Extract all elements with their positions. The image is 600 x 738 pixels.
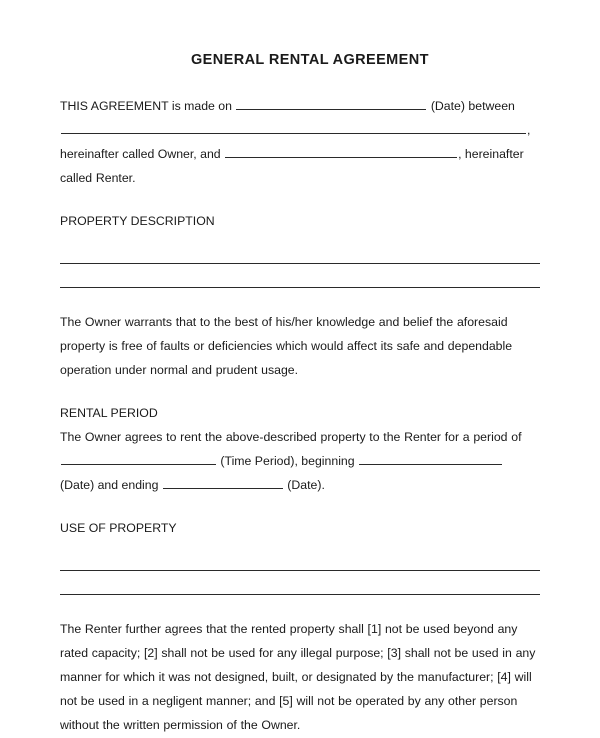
spacer bbox=[60, 234, 540, 244]
intro-block bbox=[60, 95, 540, 191]
rental-period-line-3-suffix: (Date). bbox=[287, 478, 325, 493]
spacer bbox=[60, 69, 540, 95]
section-heading-use-of-property: USE OF PROPERTY bbox=[60, 521, 177, 536]
intro-line-1-prefix: THIS AGREEMENT is made on bbox=[60, 99, 232, 114]
begin-date-blank[interactable] bbox=[359, 453, 502, 465]
owner-name-blank[interactable] bbox=[61, 122, 526, 134]
end-date-blank[interactable] bbox=[163, 477, 283, 489]
section-rental-period bbox=[60, 402, 540, 498]
warranty-paragraph: The Owner warrants that to the best of his/her knowledge and belief the aforesaid property is free of faults or deficiencies which would affect its safe and dependable operation under normal and prudent usage. bbox=[60, 315, 513, 378]
spacer bbox=[60, 599, 540, 618]
section-heading-property-description: PROPERTY DESCRIPTION bbox=[60, 214, 215, 229]
section-use-of-property bbox=[60, 517, 540, 599]
rental-period-line-3-prefix: (Date) and ending bbox=[60, 478, 159, 493]
rental-period-line-2 bbox=[60, 450, 540, 474]
section-property-description bbox=[60, 210, 540, 292]
property-description-blank-line-2[interactable] bbox=[60, 268, 540, 292]
spacer bbox=[60, 191, 540, 210]
renter-name-blank[interactable] bbox=[225, 146, 457, 158]
intro-line-2-suffix: , bbox=[527, 123, 531, 138]
section-heading-rental-period: RENTAL PERIOD bbox=[60, 406, 158, 421]
intro-line-1 bbox=[60, 95, 540, 119]
rental-period-line-3 bbox=[60, 474, 540, 498]
use-of-property-blank-line-2[interactable] bbox=[60, 575, 540, 599]
spacer bbox=[60, 541, 540, 551]
intro-line-4: called Renter. bbox=[60, 171, 136, 186]
spacer bbox=[60, 292, 540, 311]
spacer bbox=[60, 383, 540, 402]
intro-line-3-suffix: , hereinafter bbox=[458, 147, 524, 162]
intro-line-1-suffix: (Date) between bbox=[430, 99, 515, 114]
time-period-blank[interactable] bbox=[61, 453, 216, 465]
spacer bbox=[60, 498, 540, 517]
intro-line-3 bbox=[60, 143, 540, 167]
property-description-blank-line-1[interactable] bbox=[60, 244, 540, 268]
use-of-property-blank-line-1[interactable] bbox=[60, 551, 540, 575]
use-restrictions-paragraph: The Renter further agrees that the rented property shall [1] not be used beyond any rated capacity; [2] shall not be used for any illegal purpose; [3] shall not be used in any manner for which it was not designed, built, or designated by the manufacturer; [4] will not be used in a negligent manner; and [5] will not be operated by any other person without the written permission of the Owner. bbox=[60, 621, 536, 732]
rental-period-line-1: The Owner agrees to rent the above-described property to the Renter for a period of bbox=[60, 430, 522, 445]
agreement-date-blank[interactable] bbox=[236, 98, 426, 110]
page-title: GENERAL RENTAL AGREEMENT bbox=[191, 52, 429, 68]
rental-period-line-2-mid: (Time Period), beginning bbox=[220, 454, 355, 469]
intro-line-2 bbox=[60, 119, 540, 143]
intro-line-3-prefix: hereinafter called Owner, and bbox=[60, 147, 221, 162]
